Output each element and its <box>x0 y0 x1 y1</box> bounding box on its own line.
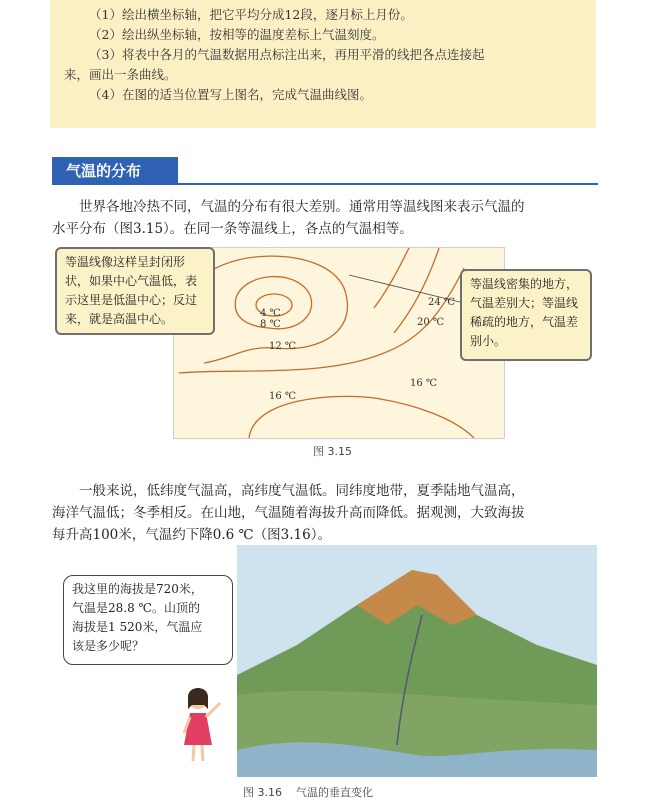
mountain-drawing <box>237 545 597 777</box>
bubble-right-line-2: 气温差别大；等温线 <box>470 296 579 310</box>
bubble-right-line-1: 等温线密集的地方， <box>470 277 579 291</box>
isotherm-lines <box>174 248 504 438</box>
label-8c: 8 ℃ <box>260 319 281 330</box>
label-12c: 12 ℃ <box>269 341 297 352</box>
isotherm-map <box>173 247 505 439</box>
section-divider <box>178 183 598 185</box>
label-16c-left: 16 ℃ <box>269 391 297 402</box>
label-4c: 4 ℃ <box>260 308 281 319</box>
label-16c-right: 16 ℃ <box>410 378 438 389</box>
bubble-question-line-4: 该是多少呢？ <box>72 639 145 653</box>
bubble-question-line-1: 我这里的海拔是720米， <box>72 582 203 596</box>
isotherm-16b <box>249 396 474 438</box>
paragraph-2-line-1: 一般来说，低纬度气温高，高纬度气温低。同纬度地带，夏季陆地气温高， <box>79 483 525 499</box>
bubble-left-line-1: 等温线像这样呈封闭形 <box>65 255 186 269</box>
bubble-question-line-2: 气温是28.8 ℃。山顶的 <box>72 601 200 615</box>
bubble-right-line-4: 别小。 <box>470 334 507 348</box>
instruction-box <box>50 0 596 128</box>
figure-3-16-caption-number: 图 3.16 <box>243 786 282 799</box>
isotherm-24 <box>374 248 409 308</box>
section-title: 气温的分布 <box>52 157 178 185</box>
label-20c: 20 ℃ <box>417 317 445 328</box>
bubble-isotherm-density <box>460 269 592 361</box>
paragraph-2-line-2: 海洋气温低；冬季相反。在山地，气温随着海拔升高而降低。据观测，大致海拔 <box>52 505 525 521</box>
bubble-question-line-3: 海拔是1 520米，气温应 <box>72 620 203 634</box>
bubble-question <box>63 575 233 665</box>
bubble-closed-isotherm <box>55 247 215 335</box>
paragraph-1-line-2: 水平分布（图3.15）。在同一条等温线上，各点的气温相等。 <box>52 221 413 237</box>
bubble-left-line-4: 来，就是高温中心。 <box>65 312 174 326</box>
step-3: （3）将表中各月的气温数据用点标注出来，再用平滑的线把各点连接起 <box>89 47 485 62</box>
paragraph-2-line-3: 每升高100米，气温约下降0.6 ℃（图3.16）。 <box>52 527 331 543</box>
step-3-cont: 来，画出一条曲线。 <box>64 67 177 82</box>
figure-3-15-caption: 图 3.15 <box>313 445 352 458</box>
paragraph-1-line-1: 世界各地冷热不同，气温的分布有很大差别。通常用等温线图来表示气温的 <box>79 199 525 215</box>
figure-3-16-caption-text: 气温的垂直变化 <box>296 786 373 799</box>
bubble-right-line-3: 稀疏的地方，气温差 <box>470 315 579 329</box>
step-1: （1）绘出横坐标轴，把它平均分成12段，逐月标上月份。 <box>89 7 413 22</box>
girl-illustration <box>176 685 226 765</box>
bubble-left-line-3: 示这里是低温中心；反过 <box>65 293 198 307</box>
step-2: （2）绘出纵坐标轴，按相等的温度差标上气温刻度。 <box>89 27 385 42</box>
bubble-left-line-2: 状，如果中心气温低，表 <box>65 274 198 288</box>
label-24c: 24 ℃ <box>428 297 456 308</box>
mountain-illustration <box>237 545 597 777</box>
step-4: （4）在图的适当位置写上图名，完成气温曲线图。 <box>89 87 372 102</box>
